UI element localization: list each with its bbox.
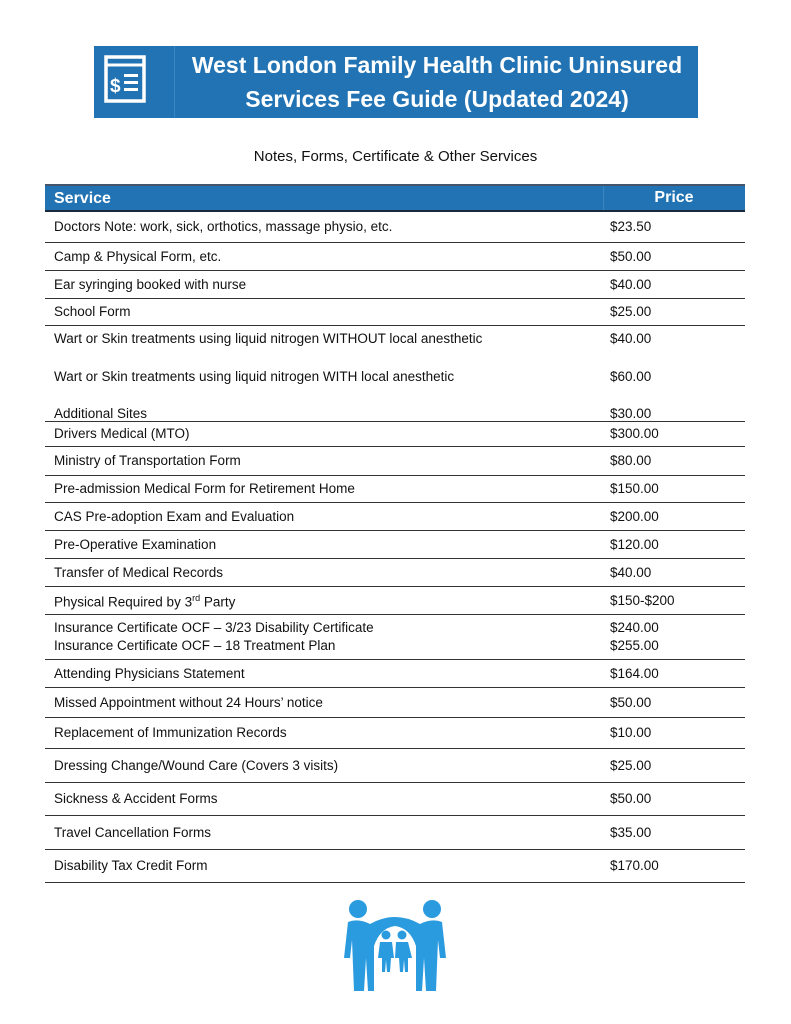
table-row [45,718,745,749]
service-price: $150.00 [610,481,659,496]
service-price: $35.00 [610,824,652,840]
service-name: School Form [54,304,131,319]
title-line-1: West London Family Health Clinic Uninsured [191,52,683,78]
service-name: Additional Sites [54,406,148,421]
service-price: $40.00 [610,564,652,580]
service-price: $240.00 [610,620,659,635]
service-price: $170.00 [610,858,659,873]
fee-table-body [45,212,745,883]
table-row [45,688,745,718]
service-name: Insurance Certificate OCF – 3/23 Disability Certificate [54,620,374,635]
title-line-2: Services Fee Guide (Updated 2024) [245,86,629,112]
table-row [45,503,745,531]
column-header-price: Price [603,186,744,210]
section-subtitle: Notes, Forms, Certificate & Other Services [253,148,538,165]
table-row [45,615,745,660]
service-name: Missed Appointment without 24 Hours’ notice [54,694,323,710]
table-row [45,212,745,243]
table-row [45,422,745,447]
table-row [45,243,745,271]
service-price: $10.00 [610,725,652,740]
service-price: $40.00 [610,276,652,292]
table-row [45,587,745,615]
service-price: $23.50 [610,219,652,234]
service-price: $255.00 [610,638,659,653]
service-name: Attending Physicians Statement [54,665,245,681]
service-name: Pre-Operative Examination [54,536,217,552]
family-logo-icon [340,896,450,1001]
table-row [45,850,745,883]
service-price: $50.00 [610,694,652,710]
service-price: $80.00 [610,453,652,468]
column-header-service: Service [54,190,111,207]
service-name: Sickness & Accident Forms [54,791,218,806]
service-name: Wart or Skin treatments using liquid nitrogen WITHOUT local anesthetic [54,331,483,346]
service-price: $50.00 [610,791,652,806]
table-row [45,531,745,559]
service-name: Wart or Skin treatments using liquid nitrogen WITH local anesthetic [54,369,455,384]
table-row [45,326,745,422]
service-name: Physical Required by 3 [54,594,193,609]
service-price: $25.00 [610,304,652,319]
service-price: $150-$200 [610,592,675,608]
table-header [45,184,745,212]
ordinal-suffix: rd [192,592,201,603]
table-row [45,660,745,688]
service-price: $30.00 [610,406,652,421]
service-price: $40.00 [610,331,652,346]
title-banner [94,46,698,118]
service-price: $60.00 [610,369,652,384]
service-name: Ear syringing booked with nurse [54,276,247,292]
service-name: Dressing Change/Wound Care (Covers 3 visits) [54,757,339,773]
table-row [45,476,745,503]
service-name: CAS Pre-adoption Exam and Evaluation [54,508,295,524]
service-price: $200.00 [610,508,659,524]
service-name: Ministry of Transportation Form [54,453,241,468]
service-name: Camp & Physical Form, etc. [54,248,222,264]
table-row [45,271,745,299]
service-name: Travel Cancellation Forms [54,824,212,840]
service-price: $25.00 [610,757,652,773]
service-name: Disability Tax Credit Form [54,858,208,873]
table-row [45,447,745,476]
service-price: $164.00 [610,665,659,681]
table-row [45,816,745,850]
table-row [45,749,745,783]
page-title [176,48,698,116]
invoice-dollar-icon [94,46,175,118]
service-price: $300.00 [610,426,659,441]
table-row [45,299,745,326]
table-row [45,783,745,816]
service-name: Insurance Certificate OCF – 18 Treatment Plan [54,638,336,653]
svg-text:$: $ [110,76,121,97]
service-name: Transfer of Medical Records [54,564,224,580]
service-price: $50.00 [610,248,652,264]
table-row [45,559,745,587]
service-name: Pre-admission Medical Form for Retirement Home [54,481,355,496]
service-price: $120.00 [610,536,659,552]
service-name: Replacement of Immunization Records [54,725,287,740]
service-name: Drivers Medical (MTO) [54,426,190,441]
service-name: Doctors Note: work, sick, orthotics, massage physio, etc. [54,219,393,234]
service-name-suffix: Party [200,594,236,609]
